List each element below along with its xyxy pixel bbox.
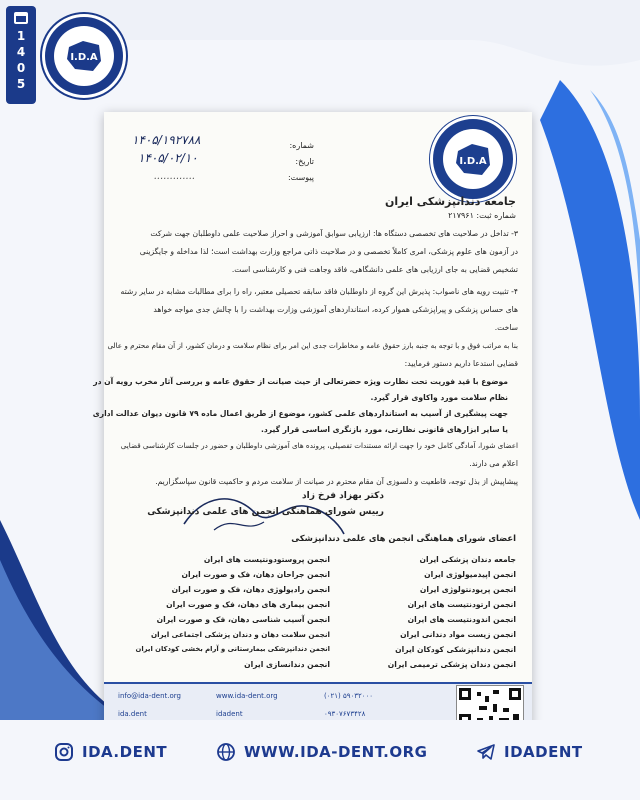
date-label: تاریخ: xyxy=(295,157,314,166)
reg-number: شماره ثبت: ۲۱۷۹۶۱ xyxy=(448,211,516,220)
request-line: یا سایر ابزارهای قانونی نظارتی، مورد بازنگری اساسی قرار گیرد. xyxy=(260,425,508,434)
year-digit: 1 xyxy=(16,29,26,43)
globe-icon xyxy=(216,742,236,762)
member-item: انجمن سلامت دهان و دندان پزشکی اجتماعی ایران xyxy=(150,630,330,639)
footer-email: info@ida-dent.org xyxy=(118,692,181,700)
instagram-link[interactable] xyxy=(54,742,167,762)
footer-handle: ida.dent xyxy=(118,710,147,718)
member-item: انجمن اندودنتیست های ایران xyxy=(407,615,516,624)
member-item: انجمن پروستودونتیست های ایران xyxy=(203,555,330,564)
signer-name: دکتر بهزاد فرخ زاد xyxy=(301,491,384,501)
body-line: اعضای شورا، آمادگی کامل خود را جهت ارائه مستندات تفصیلی، پرونده های آموزشی داوطلبان و حضور در جلسات کارشناسی قضایی xyxy=(120,441,518,450)
attach-label: پیوست: xyxy=(287,173,314,182)
member-item: انجمن آسیب شناسی دهان، فک و صورت ایران xyxy=(156,615,330,624)
footer-handle: idadent xyxy=(216,710,243,718)
number-label: شماره: xyxy=(289,141,314,150)
calendar-icon xyxy=(14,12,28,24)
member-item: جامعه دندان پزشکی ایران xyxy=(419,555,516,564)
members-title: اعضای شورای هماهنگی انجمن های علمی دندانپزشکی xyxy=(291,533,516,543)
request-line: جهت پیشگیری از آسیب به استانداردهای علمی کشور، موضوع از طریق اعمال ماده ۷۹ قانون دیوان عدالت اداری xyxy=(92,409,508,418)
member-item: انجمن دندانسازی ایران xyxy=(244,660,330,669)
member-item: انجمن زیست مواد دندانی ایران xyxy=(400,630,516,639)
telegram-handle: IDADENT xyxy=(504,743,583,761)
member-item: انجمن پریودنتولوژی ایران xyxy=(419,585,516,594)
date-badge xyxy=(6,6,36,104)
footer-mobile: ۰۹۳۰۷۶۷۳۴۲۸ xyxy=(324,710,366,718)
member-item: انجمن دندانپزشکی بیمارستانی و آرام بخشی کودکان ایران xyxy=(135,645,330,653)
letter-document: I.D.A شماره: ۱۴۰۵/۱۹۲۷۸۸ تاریخ: ۱۴۰۵/۰۲/۱۰ پیوست: ............. جامعه دندانپزشکی ایران شماره ثبت: ۲۱۷۹۶۱ ۳- تداخل در صلاحیت های تخصصی دستگاه ها: ارزیابی سوابق آموزشی و احراز صلاحیت علمی داوطلبان جهت شرکت در آزمون های علوم پزشکی، امری کاملاً تخصصی و در صلاحیت ذاتی مراجع وزارت بهداشت است؛ لذا مداخله و جایگزینی تشخیص قضایی به جای ارزیابی های علمی دانشگاهی، فاقد وجاهت فنی و کارشناسی است. ۴- تثبیت رویه های ناصواب: پذیرش این گروه از داوطلبان فاقد سابقه تحصیلی معتبر، راه را برای مطالبات مشابه در سایر رشته های حساس پزشکی و پیراپزشکی هموار کرده، استانداردهای آموزشی وزارت بهداشت را با چالش جدی مواجه خواهد ساخت. بنا به مراتب فوق و با توجه به جنبه بارز حقوق عامه و مخاطرات جدی این امر برای نظام سلامت و درمان کشور، از آن مقام محترم و عالی قضایی استدعا داریم دستور فرمایید: موضوع با قید فوریت تحت نظارت ویژه حضرتعالی از حیث صیانت از حقوق عامه و بررسی آثار مخرب رویه آن در نظام سلامت مورد واکاوی قرار گیرد. جهت پیشگیری از آسیب به استانداردهای علمی کشور، موضوع از طریق اعمال ماده ۷۹ قانون دیوان عدالت اداری یا سایر ابزارهای قانونی نظارتی، مورد بازنگری اساسی قرار گیرد. اعضای شورا، آمادگی کامل خود را جهت ارائه مستندات تفصیلی، پرونده های آموزشی داوطلبان و حضور در جلسات کارشناسی قضایی اعلام می دارند. پیشاپیش از بذل توجه، قاطعیت و دلسوزی آن مقام محترم در صیانت از سلامت مردم و حاکمیت قانون سپاسگزاریم. دکتر بهزاد فرخ زاد رییس شورای هماهنگی انجمن های علمی دندانپزشکی اعضای شورای هماهنگی انجمن های علمی دندانپزشکی جامعه دندان پزشکی ایران انجمن اپیدمیولوژی ایران انجمن پریودنتولوژی ایران انجمن ارتودنتیست های ایران انجمن اندودنتیست های ایران انجمن زیست مواد دندانی ایران انجمن دندانپزشکی کودکان ایران انجمن دندان پزشکی ترمیمی ایران انجمن پروستودونتیست های ایران انجمن جراحان دهان، فک و صورت ایران انجمن رادیولوژی دهان، فک و صورت ایران انجمن بیماری های دهان، فک و صورت ایران انجمن آسیب شناسی دهان، فک و صورت ایران انجمن سلامت دهان و دندان پزشکی اجتماعی ایران انجمن دندانپزشکی بیمارستانی و آرام بخشی کودکان ایران انجمن دندانسازی ایران info@ida-dent.org www.ida-dent.org (۰۲۱) ۵۹۰۳۲۰۰۰ ida.dent idadent ۰۹۳۰۷۶۷۳۴۲۸ xyxy=(104,112,532,732)
member-item: انجمن رادیولوژی دهان، فک و صورت ایران xyxy=(171,585,330,594)
body-line: اعلام می دارند. xyxy=(469,459,518,468)
member-item: انجمن دندانپزشکی کودکان ایران xyxy=(395,645,516,654)
body-line: ۳- تداخل در صلاحیت های تخصصی دستگاه ها: ارزیابی سوابق آموزشی و احراز صلاحیت علمی داوطلبان جهت شرکت xyxy=(150,229,518,238)
year-digit: 5 xyxy=(16,77,26,91)
footer-site: www.ida-dent.org xyxy=(216,692,278,700)
body-line: قضایی استدعا داریم دستور فرمایید: xyxy=(404,359,518,368)
instagram-handle: IDA.DENT xyxy=(82,743,168,761)
letter-logo xyxy=(430,116,516,202)
website-link[interactable] xyxy=(216,742,428,762)
member-item: انجمن دندان پزشکی ترمیمی ایران xyxy=(387,660,516,669)
request-line: نظام سلامت مورد واکاوی قرار گیرد. xyxy=(370,393,508,402)
body-line: پیشاپیش از بذل توجه، قاطعیت و دلسوزی آن مقام محترم در صیانت از سلامت مردم و حاکمیت قانون سپاسگزاریم. xyxy=(155,477,518,486)
member-item: انجمن ارتودنتیست های ایران xyxy=(407,600,516,609)
signer-title: رییس شورای هماهنگی انجمن های علمی دندانپزشکی xyxy=(147,507,384,517)
number-value: ۱۴۰۵/۱۹۲۷۸۸ xyxy=(132,133,201,147)
member-item: انجمن بیماری های دهان، فک و صورت ایران xyxy=(166,600,330,609)
year-digit: 0 xyxy=(16,61,26,75)
svg-text:I.D.A: I.D.A xyxy=(459,156,487,167)
body-line: های حساس پزشکی و پیراپزشکی هموار کرده، استانداردهای آموزشی وزارت بهداشت را با چالش جدی مواجه خواهد xyxy=(153,305,518,314)
member-item: انجمن اپیدمیولوژی ایران xyxy=(424,570,516,579)
instagram-icon xyxy=(54,742,74,762)
body-line: در آزمون های علوم پزشکی، امری کاملاً تخصصی و در صلاحیت ذاتی مراجع وزارت بهداشت است؛ لذا مداخله و جایگزینی xyxy=(139,247,518,256)
year-digit: 4 xyxy=(16,45,26,59)
request-line: موضوع با قید فوریت تحت نظارت ویژه حضرتعالی از حیث صیانت از حقوق عامه و بررسی آثار مخرب رویه آن در xyxy=(93,377,508,386)
member-item: انجمن جراحان دهان، فک و صورت ایران xyxy=(181,570,330,579)
body-line: بنا به مراتب فوق و با توجه به جنبه بارز حقوق عامه و مخاطرات جدی این امر برای نظام سلامت و درمان کشور، از آن مقام محترم و عالی xyxy=(107,341,518,350)
svg-text:I.D.A: I.D.A xyxy=(70,52,98,63)
date-value: ۱۴۰۵/۰۲/۱۰ xyxy=(138,151,198,165)
body-line: ساخت. xyxy=(494,323,518,332)
telegram-icon xyxy=(476,742,496,762)
footer-phone: (۰۲۱) ۵۹۰۳۲۰۰۰ xyxy=(324,692,374,700)
org-name: جامعه دندانپزشکی ایران xyxy=(384,195,516,208)
telegram-link[interactable] xyxy=(476,742,583,762)
ida-logo xyxy=(42,14,126,98)
website-url: WWW.IDA-DENT.ORG xyxy=(244,743,428,761)
body-line: ۴- تثبیت رویه های ناصواب: پذیرش این گروه از داوطلبان فاقد سابقه تحصیلی معتبر، راه را برای مطالبات مشابه در سایر رشته xyxy=(120,287,518,296)
body-line: تشخیص قضایی به جای ارزیابی های علمی دانشگاهی، فاقد وجاهت فنی و کارشناسی است. xyxy=(231,265,518,274)
